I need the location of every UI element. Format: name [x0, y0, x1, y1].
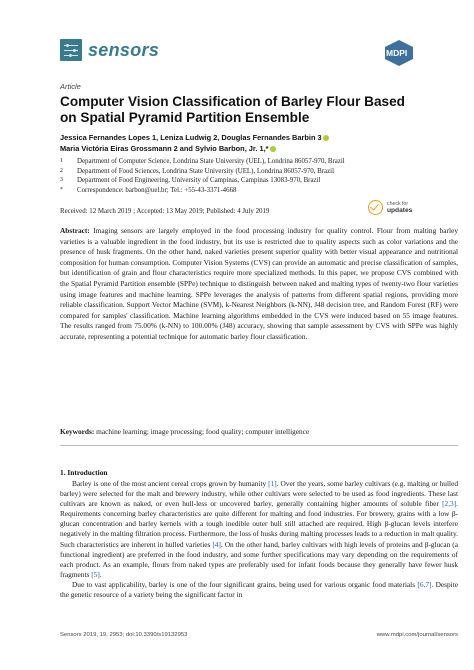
affiliations	[60, 157, 440, 195]
author-line-2: Maria Victória Eiras Grossmann 2 and Sylvio Barbon, Jr. 1,*	[60, 144, 269, 153]
orcid-icon[interactable]	[323, 135, 329, 141]
body-span: .	[99, 569, 102, 579]
affiliation-text: Department of Food Sciences, Londrina State University (UEL), Londrina 86057-970, Brazil	[77, 167, 334, 175]
body-text	[60, 479, 458, 600]
author-line-1: Jessica Fernandes Lopes 1, Leniza Ludwig 2, Douglas Fernandes Barbin 3	[60, 133, 322, 142]
article-title: Computer Vision Classification of Barley Flour Based on Spatial Pyramid Partition Ensemble	[60, 94, 405, 125]
updates-label-line1: check for	[387, 201, 409, 207]
body-span: . Despite the genetic resource of a variety being the significant factor in	[60, 579, 459, 600]
body-span: Barley is one of the most ancient cereal crops grown by humanity	[72, 479, 269, 488]
orcid-icon[interactable]	[270, 146, 276, 152]
paragraph	[60, 580, 458, 600]
journal-name: sensors	[88, 39, 160, 60]
keywords-label: Keywords:	[60, 427, 95, 436]
keywords	[60, 427, 458, 438]
body-span: . Requirements concerning barley characteristics are quite different for malting and food industries. For brewery, grains with a low β-glucan concentration and barley kernels with a tough inedible outer hull still attached are required. High β-glucan levels interfere negatively in the malting filtration process. Furthermore, the loss of husks during malting processes leads to a reduction in malt quality. Such characteristics are inherent in hulled varieties	[60, 499, 458, 549]
section-heading: 1. Introduction	[60, 468, 108, 477]
abstract-text: Imaging sensors are largely employed in the food processing industry for quality control. Flour from malting barley varieties is a valuable ingredient in the food industry, but its use is restricted due to quality aspects such as color variations and the presence of husk fragments. On the other hand, naked varieties present superior quality with better visual appearance and nutritional composition for human consumption. Computer Vision Systems (CVS) can provide an automatic and precise classification of samples, but identification of grain and flour characteristics require more specialized methods. In this paper, we propose CVS combined with the Spatial Pyramid Partition ensemble (SPPe) technique to distinguish between naked and malting types of twenty-two flour varieties using image features and machine learning. SPPe leverages the analysis of patterns from different spatial regions, providing more reliable classification. Support Vector Machine (SVM), k-Nearest Neighbors (k-NN), J48 decision tree, and Random Forest (RF) were compared for samples' classification. Machine learning algorithms embedded in the CVS were induced based on 55 image features. The results ranged from 75.00% (k-NN) to 100.00% (J48) accuracy, showing that sample assessment by CVS with SPPe was highly accurate, representing a potential technique for automatic barley flour classification.	[60, 226, 458, 341]
citation-link[interactable]: [6,7]	[417, 579, 432, 589]
body-span: . On the other hand, barley cultivars with high levels of proteins and β-glucan (a functional ingredient) are preferred in the food industry, and some further specifications may vary depending on the requirements of each product. As an example, flours from naked types are preferably used for infant foods because they generally have fewer husk fragments	[60, 539, 458, 579]
footer-journal-link[interactable]: www.mdpi.com/journal/sensors	[376, 632, 458, 638]
citation-link[interactable]: [4]	[212, 539, 221, 549]
affiliation	[60, 167, 440, 177]
section-divider	[60, 445, 458, 446]
check-for-updates-button[interactable]	[368, 197, 423, 221]
affiliation-text: Department of Food Engineering, University of Campinas, Campinas 13083-970, Brazil	[77, 177, 321, 185]
affiliation-number: 3	[60, 177, 63, 184]
affiliation-number: 1	[60, 158, 63, 164]
check-updates-icon	[368, 200, 383, 215]
body-span: Due to vast applicability, barley is one of the four significant grains, being used for various organic food materials	[72, 579, 418, 589]
journal-logo-icon	[60, 39, 82, 61]
citation-link[interactable]: [2,3]	[442, 499, 457, 509]
affiliation-number: 2	[60, 167, 63, 174]
correspondence-text[interactable]: Correspondence: barbon@uel.br; Tel.: +55-43-3371-4668	[77, 186, 237, 194]
abstract	[60, 226, 458, 343]
journal-logo	[60, 39, 159, 61]
updates-label-line2: updates	[387, 207, 413, 214]
publisher-name: MDPI	[386, 48, 408, 58]
citation-link[interactable]: [5]	[91, 569, 100, 579]
affiliation	[60, 157, 440, 167]
paragraph	[60, 479, 458, 580]
abstract-label: Abstract:	[60, 226, 90, 235]
article-type: Article	[60, 82, 81, 91]
mdpi-logo	[384, 40, 414, 66]
author-list	[60, 132, 420, 154]
correspondence	[60, 186, 440, 196]
body-span: . Over the years, some barley cultivars (e.g. malting or hulled barley) were selected for the malt and brewery industry, while other cultivars were selected to be used as food ingredients. These last cultivars are known as naked, or even hull-less or uncovered barley, generally containing higher amounts of soluble fiber	[60, 479, 458, 509]
citation-link[interactable]: [1]	[268, 479, 277, 488]
affiliation-number: *	[60, 186, 63, 193]
keywords-text: machine learning; image processing; food quality; computer intelligence	[96, 427, 310, 436]
publication-dates: Received: 12 March 2019 ; Accepted: 13 May 2019; Published: 4 July 2019	[60, 208, 270, 215]
footer-citation: Sensors 2019, 19, 2953; doi:10.3390/s19132953	[60, 632, 188, 638]
affiliation	[60, 176, 440, 186]
affiliation-text: Department of Computer Science, Londrina State University (UEL), Londrina 86057-970, Brazil	[77, 158, 345, 165]
